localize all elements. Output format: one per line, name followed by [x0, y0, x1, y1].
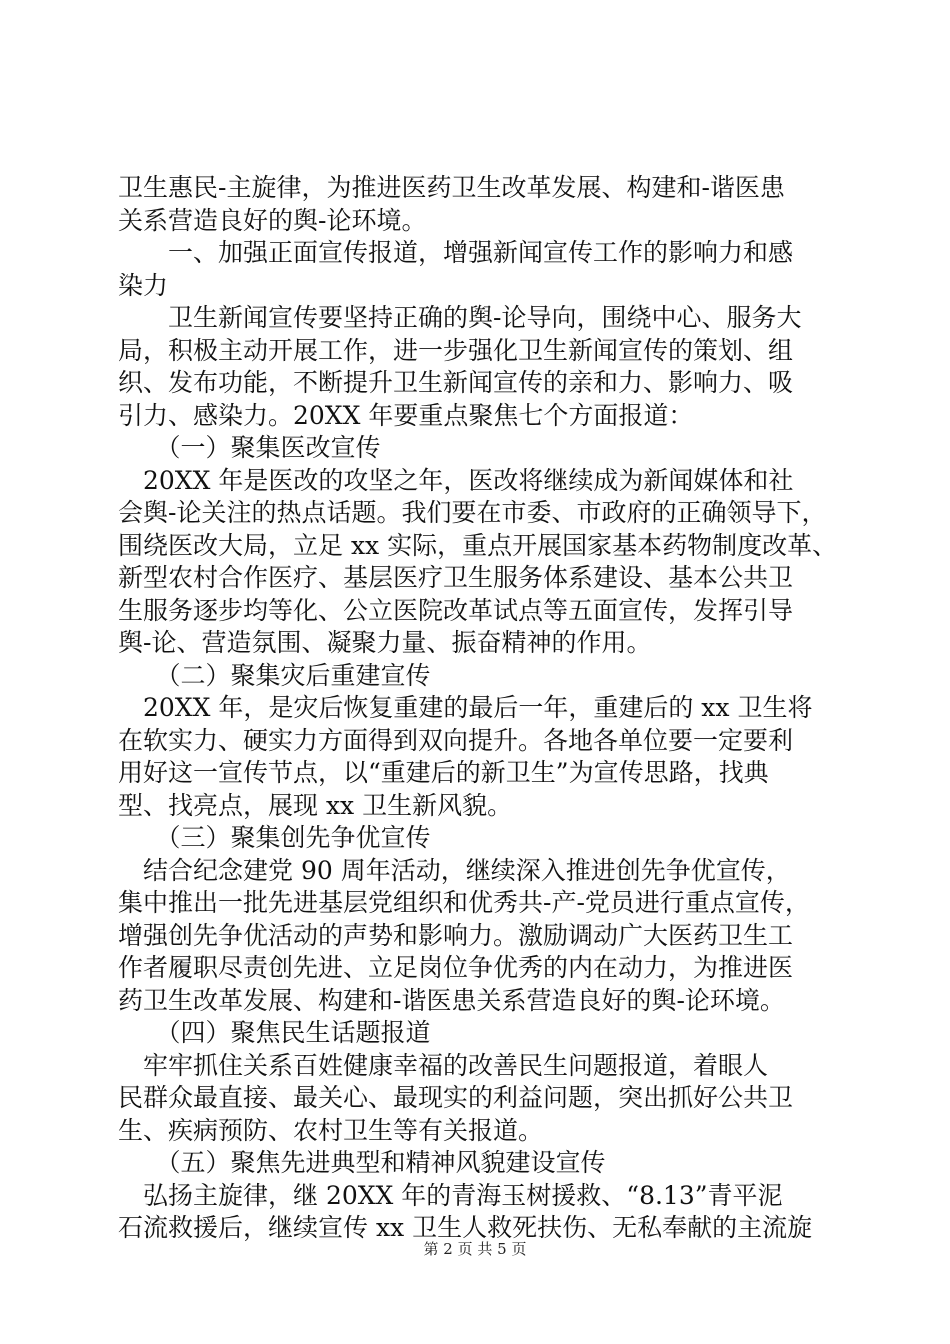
text-line: 一、加强正面宣传报道，增强新闻宣传工作的影响力和感 [118, 238, 794, 267]
text-line: 弘扬主旋律，继 20XX 年的青海玉树援救、“8.13”青平泥 [118, 1180, 783, 1210]
text-line: 卫生惠民-主旋律，为推进医药卫生改革发展、构建和-谐医患 [118, 173, 785, 202]
text-line: 织、发布功能，不断提升卫生新闻宣传的亲和力、影响力、吸 [118, 368, 794, 397]
text-line: 生服务逐步均等化、公立医院改革试点等五面宣传，发挥引导 [118, 595, 794, 625]
text-line: 20XX 年，是灾后恢复重建的最后一年，重建后的 xx 卫生将 [118, 693, 813, 722]
text-line: 作者履职尽责创先进、立足岗位争优秀的内在动力，为推进医 [118, 953, 794, 982]
text-line: 新型农村合作医疗、基层医疗卫生服务体系建设、基本公共卫 [118, 563, 794, 592]
text-line: （三）聚集创先争优宣传 [118, 823, 431, 852]
text-line: 民群众最直接、最关心、最现实的利益问题，突出抓好公共卫 [118, 1083, 794, 1112]
text-line: （一）聚集医改宣传 [118, 433, 381, 462]
text-line: 卫生新闻宣传要坚持正确的舆-论导向，围绕中心、服务大 [118, 303, 802, 332]
text-line: 局，积极主动开展工作，进一步强化卫生新闻宣传的策划、组 [118, 335, 794, 365]
text-line: 20XX 年是医改的攻坚之年，医改将继续成为新闻媒体和社 [118, 465, 794, 495]
text-line: 关系营造良好的舆-论环境。 [118, 205, 427, 235]
text-line: 生、疾病预防、农村卫生等有关报道。 [118, 1115, 544, 1145]
text-line: 型、找亮点，展现 xx 卫生新风貌。 [118, 790, 513, 820]
text-line: 石流救援后，继续宣传 xx 卫生人救死扶伤、无私奉献的主流旋 [118, 1213, 813, 1242]
document-body [118, 172, 840, 1245]
text-line: 在软实力、硬实力方面得到双向提升。各地各单位要一定要利 [118, 725, 794, 755]
text-line: 增强创先争优活动的声势和影响力。激励调动广大医药卫生工 [118, 920, 794, 950]
text-line: 用好这一宣传节点，以“重建后的新卫生”为宣传思路，找典 [118, 758, 769, 787]
text-line: 染力 [118, 270, 169, 300]
text-line: 围绕医改大局，立足 xx 实际，重点开展国家基本药物制度改革、 [118, 530, 838, 560]
text-line: 集中推出一批先进基层党组织和优秀共-产-党员进行重点宣传， [118, 888, 810, 917]
text-line: （五）聚焦先进典型和精神风貌建设宣传 [118, 1148, 606, 1177]
text-line: 引力、感染力。20XX 年要重点聚焦七个方面报道： [118, 400, 694, 430]
text-line: 会舆-论关注的热点话题。我们要在市委、市政府的正确领导下， [118, 498, 827, 527]
text-line: （二）聚集灾后重建宣传 [118, 660, 431, 690]
page-footer: 第 2 页 共 5 页 [423, 1240, 527, 1258]
text-line: 舆-论、营造氛围、凝聚力量、振奋精神的作用。 [118, 628, 652, 657]
text-line: 结合纪念建党 90 周年活动，继续深入推进创先争优宣传， [118, 855, 791, 885]
text-line: （四）聚焦民生话题报道 [118, 1018, 431, 1047]
text-line: 牢牢抓住关系百姓健康幸福的改善民生问题报道，着眼人 [118, 1050, 769, 1080]
text-line: 药卫生改革发展、构建和-谐医患关系营造良好的舆-论环境。 [118, 985, 785, 1015]
